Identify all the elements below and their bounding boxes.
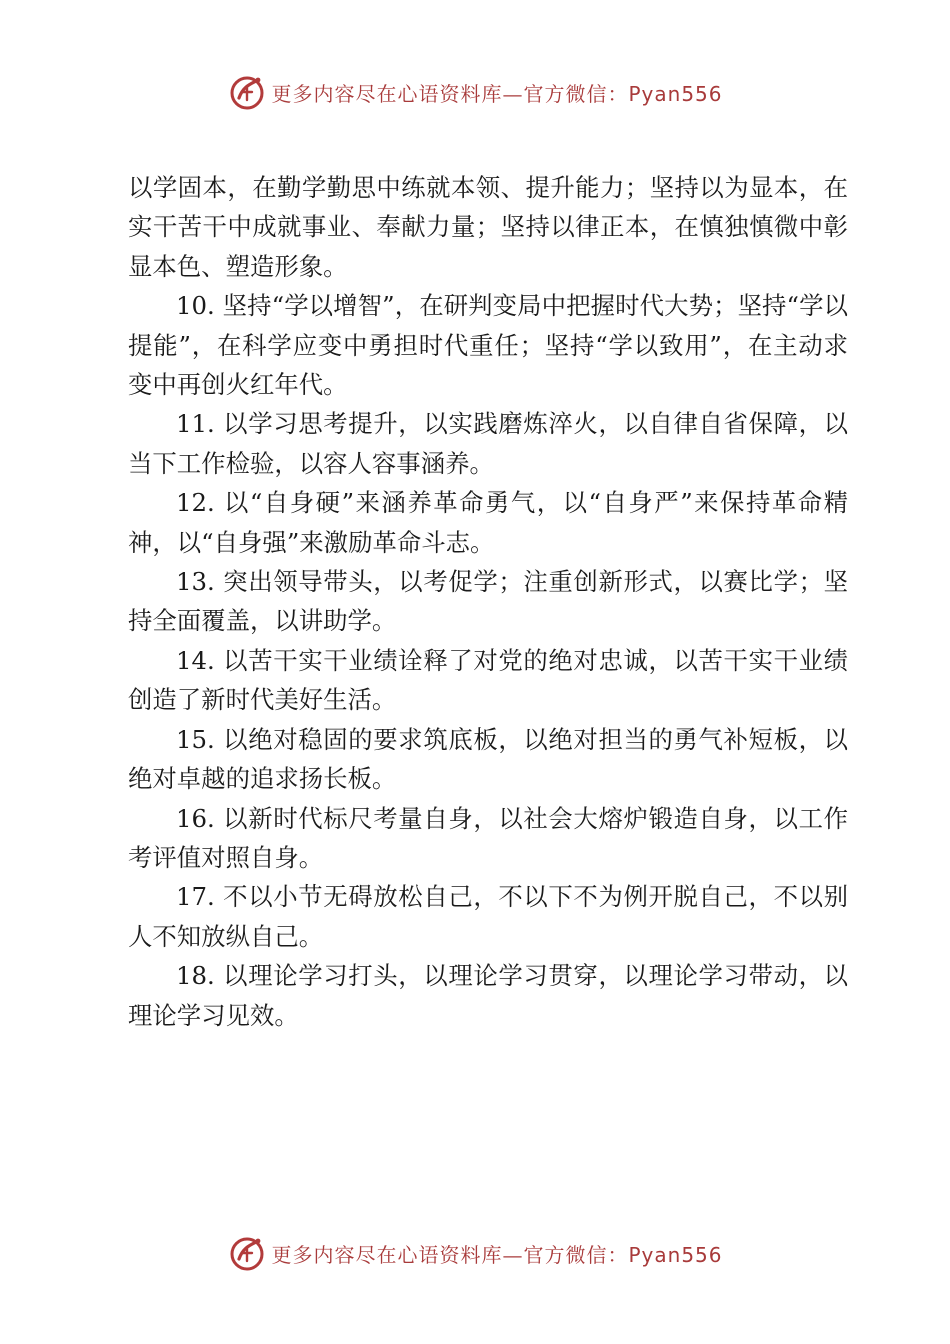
wechat-id: Pyan556 (628, 1242, 723, 1267)
paragraph: 18. 以理论学习打头，以理论学习贯穿，以理论学习带动，以理论学习见效。 (128, 961, 848, 1030)
paragraph: 13. 突出领导带头，以考促学；注重创新形式，以赛比学；坚持全面覆盖，以讲助学。 (128, 567, 848, 636)
document-body (128, 168, 848, 1035)
paragraph: 16. 以新时代标尺考量自身，以社会大熔炉锻造自身，以工作考评值对照自身。 (128, 803, 848, 872)
seal-logo-icon (227, 72, 267, 112)
paragraph: 17. 不以小节无碍放松自己，不以下不为例开脱自己，不以别人不知放纵自己。 (128, 882, 848, 951)
banner-text: 更多内容尽在心语资料库—官方微信：Pyan556 (271, 81, 723, 106)
paragraph: 11. 以学习思考提升，以实践磨炼淬火，以自律自省保障，以当下工作检验，以容人容事涵养。 (128, 409, 848, 478)
paragraph: 14. 以苦干实干业绩诠释了对党的绝对忠诚，以苦干实干业绩创造了新时代美好生活。 (128, 645, 848, 715)
wechat-id: Pyan556 (628, 81, 723, 106)
seal-logo-icon (227, 1233, 267, 1273)
paragraph: 10. 坚持“学以增智”，在研判变局中把握时代大势；坚持“学以提能”，在科学应变中勇担时代重任；坚持“学以致用”，在主动求变中再创火红年代。 (128, 291, 848, 400)
paragraph: 15. 以绝对稳固的要求筑底板，以绝对担当的勇气补短板，以绝对卓越的追求扬长板。 (128, 724, 848, 794)
header-banner (0, 70, 950, 114)
paragraph: 12. 以“自身硬”来涵养革命勇气，以“自身严”来保持革命精神，以“自身强”来激励革命斗志。 (128, 488, 848, 557)
paragraph: 以学固本，在勤学勤思中练就本领、提升能力；坚持以为显本，在实干苦干中成就事业、奉献力量；坚持以律正本，在慎独慎微中彰显本色、塑造形象。 (128, 173, 848, 281)
banner-text: 更多内容尽在心语资料库—官方微信：Pyan556 (271, 1242, 723, 1267)
footer-banner (0, 1231, 950, 1275)
